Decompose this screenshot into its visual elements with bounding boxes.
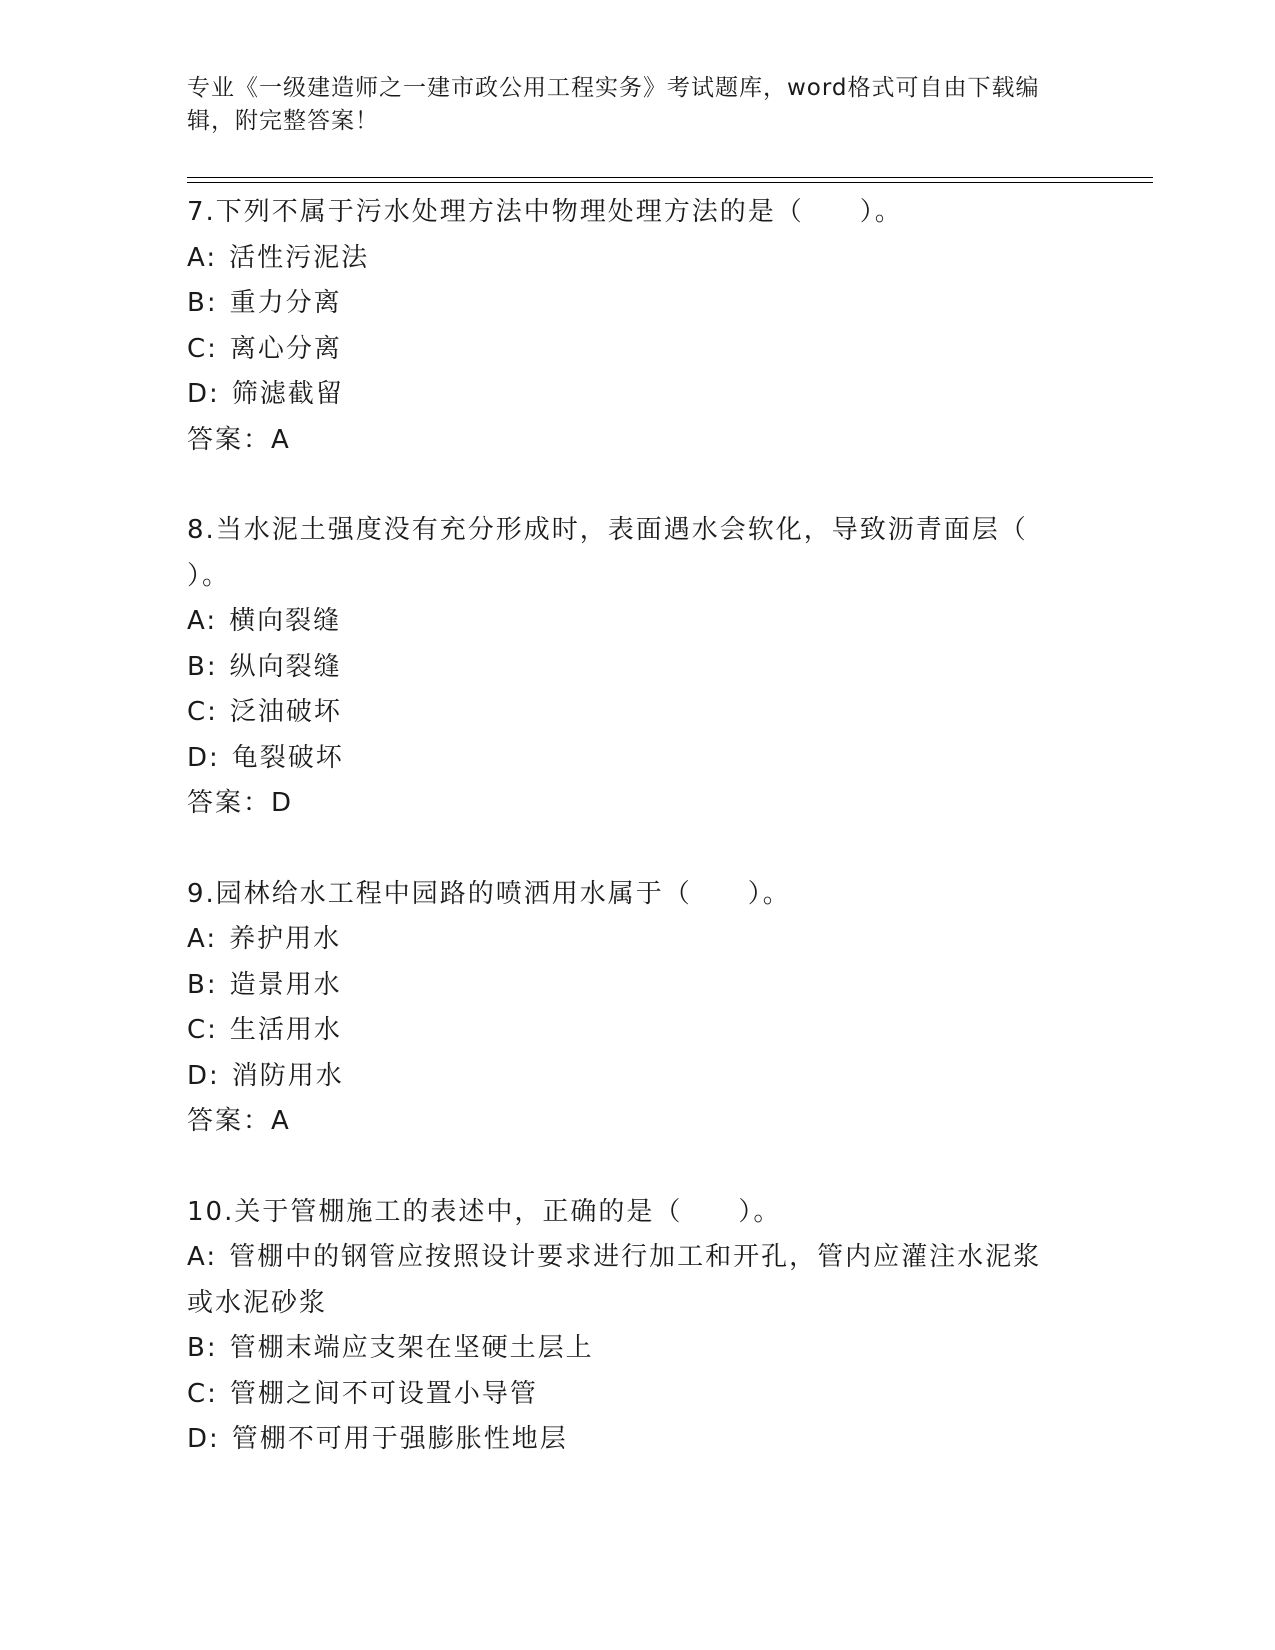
question-title-continued: ）。 <box>187 560 231 591</box>
answer <box>187 1099 1087 1145</box>
question-title: 9.园林给水工程中园路的喷洒用水属于（ ）。 <box>187 878 791 909</box>
option-text: 养护用水 <box>229 924 342 954</box>
answer-label: 答案： <box>187 424 272 455</box>
option-a <box>187 1235 1087 1281</box>
option-d <box>187 736 1087 782</box>
question-8 <box>187 508 1087 827</box>
option-key: B: <box>187 288 218 318</box>
option-a <box>187 917 1087 963</box>
header-line-2: 辑，附完整答案！ <box>187 108 379 134</box>
option-key: D: <box>187 1424 220 1454</box>
option-d <box>187 372 1087 418</box>
answer-value: A <box>271 424 291 455</box>
document-header <box>187 72 1067 138</box>
option-b <box>187 645 1087 691</box>
question-title: 8.当水泥土强度没有充分形成时，表面遇水会软化，导致沥青面层（ <box>187 515 1028 545</box>
question-title: 7.下列不属于污水处理方法中物理处理方法的是（ ）。 <box>187 197 903 227</box>
option-c <box>187 1008 1087 1054</box>
option-text: 龟裂破坏 <box>231 742 344 773</box>
option-text: 管棚中的钢管应按照设计要求进行加工和开孔，管内应灌注水泥浆 <box>229 1242 1042 1272</box>
question-9 <box>187 872 1087 1145</box>
option-text: 筛滤截留 <box>231 379 344 409</box>
option-c <box>187 327 1087 373</box>
option-a <box>187 236 1087 282</box>
option-b <box>187 1326 1087 1372</box>
option-text: 管棚末端应支架在坚硬土层上 <box>229 1333 594 1363</box>
option-text: 纵向裂缝 <box>229 651 342 682</box>
option-text: 活性污泥法 <box>229 242 370 273</box>
question-gap <box>187 463 1087 508</box>
answer <box>187 418 1087 464</box>
option-key: A: <box>187 924 218 954</box>
option-text: 重力分离 <box>229 288 342 318</box>
question-gap <box>187 1145 1087 1190</box>
answer <box>187 781 1087 827</box>
option-b <box>187 963 1087 1009</box>
question-title: 10.关于管棚施工的表述中，正确的是（ ）。 <box>187 1196 782 1227</box>
option-text: 泛油破坏 <box>229 697 342 727</box>
option-d <box>187 1417 1087 1463</box>
question-7 <box>187 190 1087 463</box>
option-text: 造景用水 <box>229 969 342 1000</box>
option-a-continued: 或水泥砂浆 <box>187 1287 328 1318</box>
option-text: 横向裂缝 <box>229 606 342 636</box>
option-text: 离心分离 <box>229 333 342 364</box>
option-key: D: <box>187 379 220 409</box>
option-d <box>187 1054 1087 1100</box>
option-text: 管棚之间不可设置小导管 <box>229 1378 538 1409</box>
option-c <box>187 690 1087 736</box>
option-b <box>187 281 1087 327</box>
option-key: C: <box>187 333 218 364</box>
question-gap <box>187 827 1087 872</box>
option-key: D: <box>187 1060 220 1091</box>
answer-value: D <box>271 788 294 818</box>
option-key: B: <box>187 1333 218 1363</box>
option-text: 生活用水 <box>229 1015 342 1045</box>
answer-label: 答案： <box>187 788 272 818</box>
option-c <box>187 1372 1087 1418</box>
header-line-1: 专业《一级建造师之一建市政公用工程实务》考试题库，word格式可自由下载编 <box>187 75 1040 101</box>
header-divider-top <box>187 177 1153 178</box>
option-key: C: <box>187 1015 218 1045</box>
option-key: A: <box>187 242 218 273</box>
answer-label: 答案： <box>187 1106 272 1136</box>
option-key: B: <box>187 651 218 682</box>
option-key: A: <box>187 1242 218 1272</box>
option-key: B: <box>187 969 218 1000</box>
question-10 <box>187 1190 1087 1463</box>
option-key: D: <box>187 742 220 773</box>
header-divider-bottom <box>187 182 1153 183</box>
question-list <box>187 190 1087 1463</box>
option-text: 消防用水 <box>231 1060 344 1091</box>
option-text: 管棚不可用于强膨胀性地层 <box>231 1424 568 1454</box>
option-key: C: <box>187 1378 218 1409</box>
option-key: A: <box>187 606 218 636</box>
option-key: C: <box>187 697 218 727</box>
option-a <box>187 599 1087 645</box>
answer-value: A <box>271 1106 291 1136</box>
